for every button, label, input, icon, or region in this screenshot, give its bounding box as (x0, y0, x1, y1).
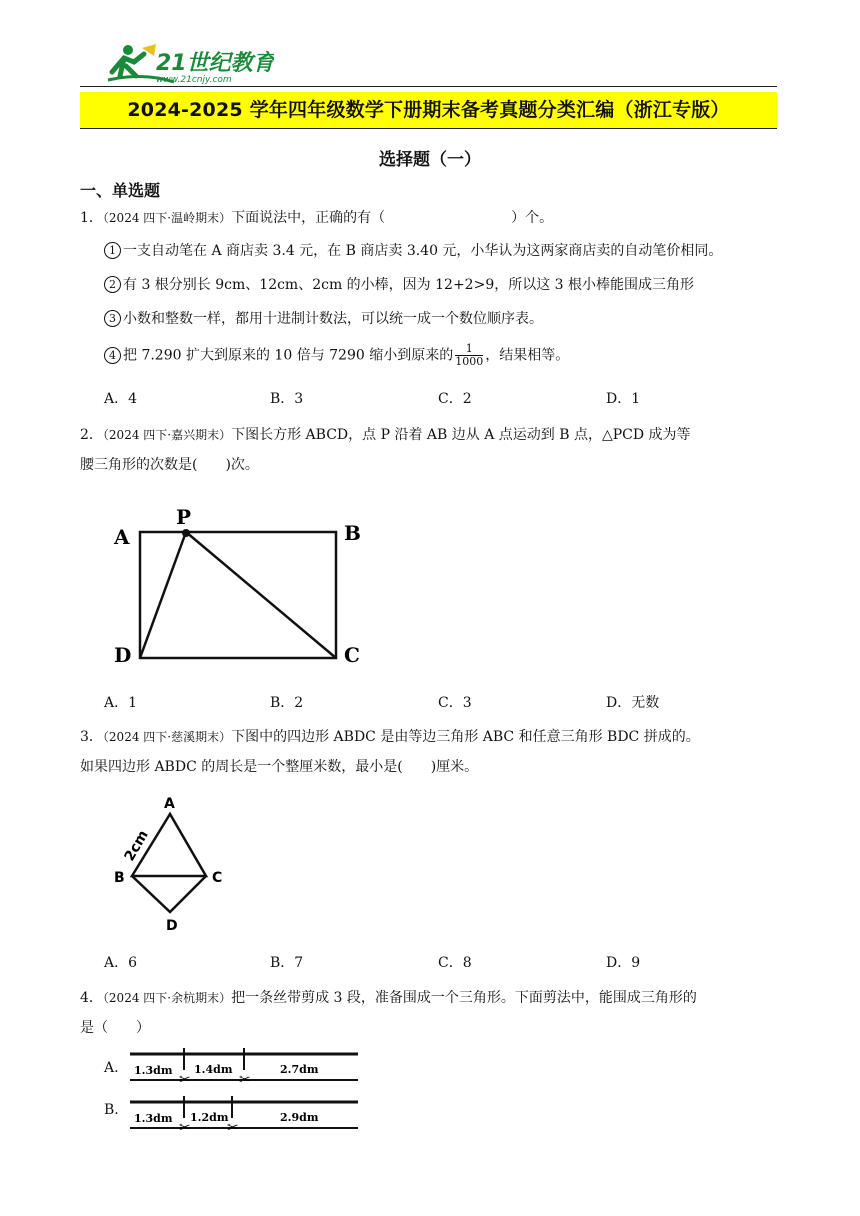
logo-text: 21世纪教育 (156, 51, 274, 76)
question-number: 4． (80, 990, 103, 1006)
item-mark: 4 (104, 347, 121, 364)
segment-pd (140, 532, 186, 658)
question-text-line2: 如果四边形 ABDC 的周长是一个整厘米数，最小是( )厘米。 (80, 759, 479, 775)
question-text: 把一条丝带剪成 3 段，准备围成一个三角形。下面剪法中，能围成三角形的 (231, 990, 697, 1006)
question-4-stem (80, 983, 780, 1043)
label-c: C (344, 643, 360, 667)
scissors-icon: ✂ (179, 1072, 191, 1086)
question-text: 下面说法中，正确的有（ ）个。 (231, 210, 554, 226)
ribbon-b (128, 1094, 360, 1134)
segment-label: 1.3dm (134, 1112, 173, 1125)
section-heading: 一、单选题 (80, 181, 161, 200)
item-text: 把 7.290 扩大到原来的 10 倍与 7290 缩小到原来的 (123, 347, 454, 364)
question-text-line2: 是（ ） (80, 1020, 150, 1036)
question-number: 1． (80, 210, 103, 226)
header-rule (80, 86, 777, 87)
q3-option-c[interactable]: C．8 (438, 955, 472, 971)
rectangle-figure (104, 500, 374, 675)
segment-label: 1.2dm (190, 1111, 229, 1124)
q1-option-d[interactable]: D．1 (606, 391, 641, 407)
ribbon-a (128, 1046, 360, 1086)
item-text: 一支自动笔在 A 商店卖 3.4 元，在 B 商店卖 3.40 元，小华认为这两家商店卖的自动笔价相同。 (123, 243, 723, 259)
segment-label: 2.7dm (280, 1063, 319, 1076)
fraction-denominator: 1000 (455, 355, 484, 368)
question-source: （2024 四下·慈溪期末） (102, 730, 232, 744)
q1-option-c[interactable]: C．2 (438, 391, 472, 407)
question-text: 下图中的四边形 ABDC 是由等边三角形 ABC 和任意三角形 BDC 拼成的。 (231, 729, 700, 745)
item-mark: 1 (104, 242, 121, 259)
segment-label: 2.9dm (280, 1111, 319, 1124)
question-source: （2024 四下·温岭期末） (102, 211, 232, 225)
fraction-numerator: 1 (455, 343, 483, 356)
runner-logo-icon (104, 42, 274, 86)
logo-url: www.21cnjy.com (156, 75, 232, 85)
q2-option-d[interactable]: D．无数 (606, 695, 660, 711)
item-mark: 3 (104, 310, 121, 327)
question-text-line2: 腰三角形的次数是( )次。 (80, 457, 259, 473)
q2-option-c[interactable]: C．3 (438, 695, 472, 711)
q4-option-b-label[interactable]: B. (104, 1102, 119, 1118)
title-rule (80, 128, 777, 129)
label-b: B (114, 870, 125, 886)
q1-item-1 (104, 240, 722, 260)
q1-option-a[interactable]: A．4 (104, 391, 138, 407)
q1-item-2 (104, 274, 694, 294)
doc-title: 2024-2025 学年四年级数学下册期末备考真题分类汇编（浙江专版） (127, 99, 730, 121)
point-p (182, 529, 190, 537)
segment-label: 1.4dm (194, 1063, 233, 1076)
rectangle-abcd (140, 532, 336, 658)
scissors-icon: ✂ (239, 1072, 251, 1086)
q2-option-b[interactable]: B．2 (270, 695, 304, 711)
q2-option-a[interactable]: A．1 (104, 695, 138, 711)
q3-option-d[interactable]: D．9 (606, 955, 641, 971)
label-a: A (164, 796, 175, 812)
label-p: P (176, 505, 192, 529)
quadrilateral-figure (104, 790, 244, 935)
item-mark: 2 (104, 276, 121, 293)
triangle-bdc (132, 876, 206, 912)
question-1-stem (80, 203, 780, 233)
label-d: D (114, 643, 132, 667)
site-logo (104, 42, 274, 86)
q4-option-a-label[interactable]: A. (104, 1060, 119, 1076)
page-subtitle: 选择题（一） (379, 150, 481, 170)
scissors-icon: ✂ (179, 1120, 191, 1134)
side-length-label: 2cm (121, 827, 152, 864)
label-b: B (344, 521, 361, 545)
question-text: 下图长方形 ABCD，点 P 沿着 AB 边从 A 点运动到 B 点，△PCD 成为等 (231, 427, 691, 443)
question-number: 2． (80, 427, 103, 443)
item-text-end: ，结果相等。 (485, 347, 570, 364)
label-a: A (114, 525, 130, 549)
label-d: D (166, 918, 178, 934)
q3-option-a[interactable]: A．6 (104, 955, 138, 971)
fraction (455, 343, 483, 368)
question-2-stem (80, 420, 780, 480)
q3-option-b[interactable]: B．7 (270, 955, 304, 971)
q1-option-b[interactable]: B．3 (270, 391, 304, 407)
label-c: C (212, 870, 223, 886)
question-number: 3． (80, 729, 103, 745)
item-text: 小数和整数一样，都用十进制计数法，可以统一成一个数位顺序表。 (123, 311, 543, 327)
segment-label: 1.3dm (134, 1064, 173, 1077)
q1-item-4 (104, 343, 569, 368)
item-text: 有 3 根分别长 9cm、12cm、2cm 的小棒，因为 12+2>9，所以这 3 根小棒能围成三角形 (123, 277, 695, 293)
q1-item-3 (104, 308, 543, 328)
question-source: （2024 四下·余杭期末） (102, 991, 232, 1005)
segment-pc (186, 532, 336, 658)
question-source: （2024 四下·嘉兴期末） (102, 428, 232, 442)
scissors-icon: ✂ (227, 1120, 239, 1134)
question-3-stem (80, 722, 780, 782)
